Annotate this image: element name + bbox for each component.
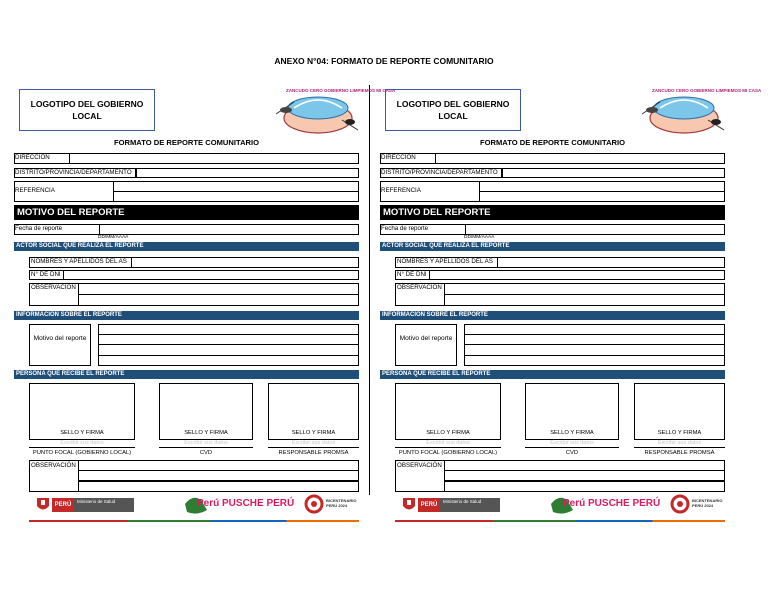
ministerio-badge: Ministerio de Salud xyxy=(440,498,500,512)
bicentenario-text: BICENTENARIO PERÚ 2024 xyxy=(692,498,723,508)
motivo-line-1 xyxy=(98,334,359,335)
minsa-logo xyxy=(36,497,136,514)
distrito-label: DISTRITO/PROVINCIA/DEPARTAMENTO xyxy=(381,169,498,176)
page-title: ANEXO N°04: FORMATO DE REPORTE COMUNITARIO xyxy=(274,56,494,66)
motivo-reporte-label: Motivo del reporte xyxy=(399,335,453,342)
referencia-input-2[interactable] xyxy=(113,191,359,202)
fecha-label: Fecha de reporte xyxy=(381,225,429,232)
color-strip xyxy=(29,520,359,522)
campaign-text: Perú PUSCHE PERÚ xyxy=(563,498,661,509)
fecha-label: Fecha de reporte xyxy=(15,225,63,232)
nombres-label: NOMBRES Y APELLIDOS DEL AS xyxy=(31,258,127,265)
sig-line-2 xyxy=(159,447,253,448)
observacion2-label: OBSERVACIÓN xyxy=(31,462,76,469)
bicentenario-icon xyxy=(304,494,324,514)
fecha-input[interactable] xyxy=(99,224,359,235)
sello-firma-label-3: SELLO Y FIRMA xyxy=(291,430,336,436)
promsa-label: RESPONSABLE PROMSA xyxy=(644,450,715,456)
sig-line-3 xyxy=(268,447,359,448)
persona-header: PERSONA QUE RECIBE EL REPORTE xyxy=(14,370,359,379)
motivo-line-3 xyxy=(98,355,359,356)
punto-focal-label: PUNTO FOCAL (GOBIERNO LOCAL) xyxy=(32,450,132,456)
peru-badge: PERÚ xyxy=(418,498,440,512)
sello-firma-label-2: SELLO Y FIRMA xyxy=(550,430,594,436)
observacion2-input-3[interactable] xyxy=(444,481,725,492)
motivo-header: MOTIVO DEL REPORTE xyxy=(380,205,725,220)
dni-input[interactable] xyxy=(63,270,359,280)
observacion-input-2[interactable] xyxy=(78,294,359,306)
cvd-label: CVD xyxy=(199,450,213,456)
direccion-input[interactable] xyxy=(435,153,725,164)
distrito-input[interactable] xyxy=(136,168,359,178)
motivo-line-2 xyxy=(464,344,725,345)
sello-firma-label-2: SELLO Y FIRMA xyxy=(184,430,228,436)
persona-header: PERSONA QUE RECIBE EL REPORTE xyxy=(380,370,725,379)
sello-firma-label-1: SELLO Y FIRMA xyxy=(426,430,470,436)
faint-placeholder-2: Escribir sus datos xyxy=(550,440,594,446)
footer-logos xyxy=(395,492,725,518)
fecha-input[interactable] xyxy=(465,224,725,235)
observacion-label: OBSERVACIÓN xyxy=(397,284,442,291)
referencia-label: REFERENCIA xyxy=(15,187,55,194)
promsa-label: RESPONSABLE PROMSA xyxy=(278,450,349,456)
direccion-label: DIRECCIÓN xyxy=(15,154,50,161)
direccion-input[interactable] xyxy=(69,153,359,164)
motivo-reporte-input[interactable] xyxy=(464,324,725,366)
emblem-caption: ZANCUDO CERO GOBIERNO LIMPIEMOS MI CASA xyxy=(652,88,762,93)
observacion-label: OBSERVACIÓN xyxy=(31,284,76,291)
punto-focal-label: PUNTO FOCAL (GOBIERNO LOCAL) xyxy=(398,450,498,456)
info-header: INFORMACIÓN SOBRE EL REPORTE xyxy=(14,311,359,320)
observacion2-input-2[interactable] xyxy=(78,470,359,481)
observacion2-input-3[interactable] xyxy=(78,481,359,492)
dni-label: N° DE DNI xyxy=(397,271,427,278)
referencia-label: REFERENCIA xyxy=(381,187,421,194)
logo-placeholder xyxy=(19,89,155,131)
bicentenario-logo xyxy=(670,494,725,516)
logo-placeholder-text: LOGOTIPO DEL GOBIERNO LOCAL xyxy=(30,99,144,121)
sig-line-1 xyxy=(395,447,501,448)
sig-line-1 xyxy=(29,447,135,448)
observacion-input-2[interactable] xyxy=(444,294,725,306)
center-divider xyxy=(369,85,370,495)
faint-placeholder-3: Escribir sus datos xyxy=(657,440,702,446)
motivo-reporte-input[interactable] xyxy=(98,324,359,366)
ministerio-badge: Ministerio de Salud xyxy=(74,498,134,512)
form-title: FORMATO DE REPORTE COMUNITARIO xyxy=(113,138,260,147)
direccion-label: DIRECCIÓN xyxy=(381,154,416,161)
motivo-reporte-cell xyxy=(395,324,457,366)
nombres-input[interactable] xyxy=(131,257,359,268)
faint-placeholder-3: Escribir sus datos xyxy=(291,440,336,446)
dni-input[interactable] xyxy=(429,270,725,280)
fecha-format-hint: DD/MM/AAAA xyxy=(464,235,495,240)
sello-firma-label-1: SELLO Y FIRMA xyxy=(60,430,104,436)
campaign-logo xyxy=(179,492,295,518)
minsa-logo xyxy=(402,497,502,514)
motivo-line-2 xyxy=(98,344,359,345)
bicentenario-text: BICENTENARIO PERÚ 2024 xyxy=(326,498,357,508)
actor-header: ACTOR SOCIAL QUE REALIZA EL REPORTE xyxy=(14,242,359,251)
color-strip xyxy=(395,520,725,522)
report-form-left xyxy=(14,84,396,524)
motivo-reporte-label: Motivo del reporte xyxy=(33,335,87,342)
dengue-campaign-emblem xyxy=(638,84,762,138)
logo-placeholder xyxy=(385,89,521,131)
info-header: INFORMACIÓN SOBRE EL REPORTE xyxy=(380,311,725,320)
motivo-reporte-cell xyxy=(29,324,91,366)
sig-line-2 xyxy=(525,447,619,448)
observacion2-label: OBSERVACIÓN xyxy=(397,462,442,469)
peru-badge: PERÚ xyxy=(52,498,74,512)
faint-placeholder-1: Escribir sus datos xyxy=(426,440,470,446)
faint-placeholder-1: Escribir sus datos xyxy=(60,440,104,446)
motivo-line-1 xyxy=(464,334,725,335)
referencia-input-2[interactable] xyxy=(479,191,725,202)
bicentenario-icon xyxy=(670,494,690,514)
motivo-header: MOTIVO DEL REPORTE xyxy=(14,205,359,220)
observacion2-input-2[interactable] xyxy=(444,470,725,481)
fecha-format-hint: DD/MM/AAAA xyxy=(98,235,129,240)
campaign-logo xyxy=(545,492,661,518)
faint-placeholder-2: Escribir sus datos xyxy=(184,440,228,446)
logo-placeholder-text: LOGOTIPO DEL GOBIERNO LOCAL xyxy=(396,99,510,121)
cvd-label: CVD xyxy=(565,450,579,456)
dengue-campaign-emblem xyxy=(272,84,396,138)
sig-line-3 xyxy=(634,447,725,448)
emblem-caption: ZANCUDO CERO GOBIERNO LIMPIEMOS MI CASA xyxy=(286,88,396,93)
distrito-input[interactable] xyxy=(502,168,725,178)
motivo-line-3 xyxy=(464,355,725,356)
nombres-input[interactable] xyxy=(497,257,725,268)
report-form-right xyxy=(380,84,762,524)
peru-shield-icon xyxy=(402,497,416,513)
form-title: FORMATO DE REPORTE COMUNITARIO xyxy=(479,138,626,147)
bicentenario-logo xyxy=(304,494,359,516)
peru-shield-icon xyxy=(36,497,50,513)
nombres-label: NOMBRES Y APELLIDOS DEL AS xyxy=(397,258,493,265)
dni-label: N° DE DNI xyxy=(31,271,61,278)
footer-logos xyxy=(29,492,359,518)
sello-firma-label-3: SELLO Y FIRMA xyxy=(657,430,702,436)
actor-header: ACTOR SOCIAL QUE REALIZA EL REPORTE xyxy=(380,242,725,251)
distrito-label: DISTRITO/PROVINCIA/DEPARTAMENTO xyxy=(15,169,132,176)
campaign-text: Perú PUSCHE PERÚ xyxy=(197,498,295,509)
